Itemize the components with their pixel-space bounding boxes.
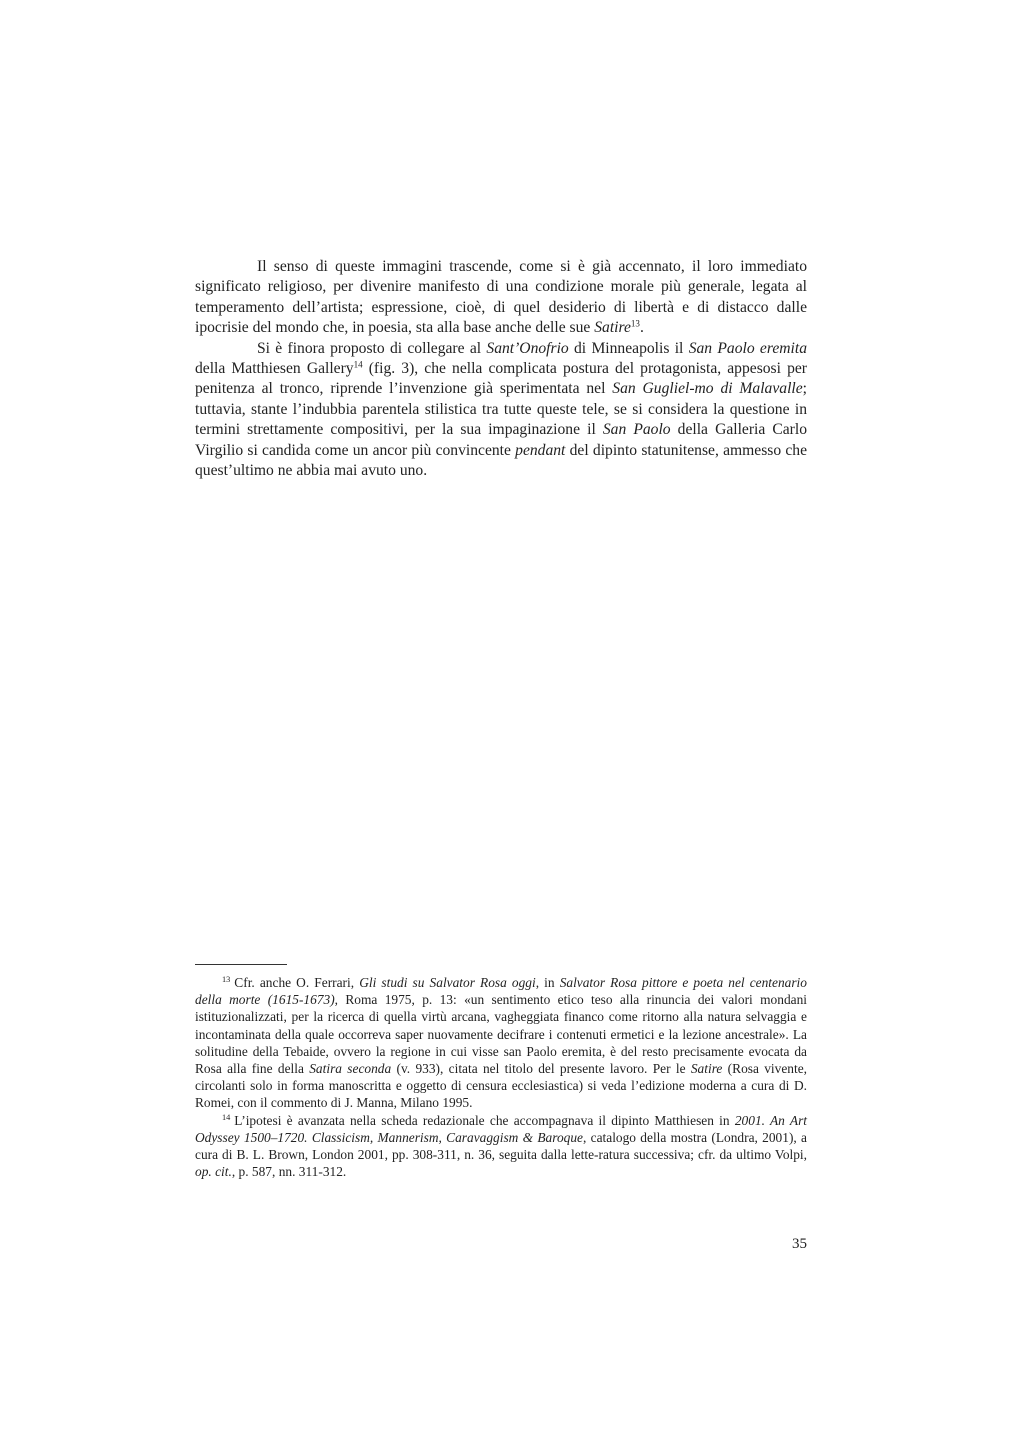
footnote-ref-13[interactable]: 13 (630, 318, 640, 329)
footnote-separator (195, 964, 287, 965)
footnote-13: $^{13}$ Cfr. anche O. Ferrari, Gli studi su Salvator Rosa oggi, in Salvator Rosa pittore e poeta nel centenario della morte (1615-1673), Roma 1975, p. 13: «un sentimento etico teso alla rinuncia dei valori mondani istituzionalizzati, per la ricerca di quella virtù arcana, vagheggiata financo come ritorno alla natura selvaggia e incontaminata della quale occorreva saper nuovamente decifrare i contenuti ermetici e la lezione ancestrale». La solitudine della Tebaide, ovvero la regione in cui visse san Paolo eremita, è del resto precisamente evocata da Rosa alla fine della Satira seconda (v. 933), citata nel titolo del presente lavoro. Per le Satire (Rosa vivente, circolanti solo in forma manoscritta e oggetto di censura ecclesiastica) si veda l’edizione moderna a cura di D. Romei, con il commento di J. Manna, Milano 1995. (195, 975, 807, 1111)
italic-san-paolo-eremita: San Paolo eremita (688, 339, 807, 357)
footnote-14: $^{14}$ L’ipotesi è avanzata nella scheda redazionale che accompagnava il dipinto Matthiesen in 2001. An Art Odyssey 1500–1720. Classicism, Mannerism, Caravaggism & Baroque, catalogo della mostra (Londra, 2001), a cura di B. L. Brown, London 2001, pp. 308-311, n. 36, seguita dalla lette-ratura successiva; cfr. da ultimo Volpi, op. cit., p. 587, nn. 311-312. (195, 1112, 808, 1180)
italic-sant-onofrio: Sant’Onofrio (486, 339, 569, 357)
paragraph-1: Il senso di queste immagini trascende, come si è già accennato, il loro immediato significato religioso, per divenire manifesto di una condizione morale più generale, legata al temperamento dell’artista; espressione, cioè, di quel desiderio di libertà e di distacco dalle ipocrisie del mondo che, in poesia, sta alla base anche delle sue Satire$^{13}$. (195, 258, 807, 337)
page-number: 35 (792, 1236, 807, 1252)
footnotes (195, 974, 807, 1180)
body-text (195, 257, 807, 481)
footnote-number-13: 13 (222, 975, 231, 985)
italic-title: Gli studi su Salvator Rosa oggi (359, 975, 536, 990)
italic-title: op. cit. (195, 1164, 232, 1180)
footnote-ref-14[interactable]: 14 (353, 359, 363, 370)
italic-san-guglielmo: San Gugliel-mo di Malavalle (612, 380, 803, 398)
italic-title: Salvator Rosa pittore e poeta nel centenario della morte (1615-1673) (195, 975, 807, 1008)
footnote-number-14: 14 (222, 1113, 231, 1123)
paragraph-2: Si è finora proposto di collegare al Sant’Onofrio di Minneapolis il San Paolo eremita della Matthiesen Gallery$^{14}$ (fig. 3), che nella complicata postura del protagonista, appesosi per penitenza al tronco, riprende l’invenzione già sperimentata nel San Gugliel-mo di Malavalle; tuttavia, stante l’indubbia parentela stilistica tra tutte queste tele, se si considera la questione in termini strettamente compositivi, per la sua impaginazione il San Paolo della Galleria Carlo Virgilio si candida come un ancor più convincente pendant del dipinto statunitense, ammesso che quest’ultimo ne abbia mai avuto uno. (195, 339, 808, 480)
italic-title: 2001. An Art Odyssey 1500–1720. Classicism, Mannerism, Caravaggism & Baroque (195, 1112, 808, 1145)
italic-san-paolo: San Paolo (602, 421, 671, 439)
italic-satire: Satire (594, 319, 631, 337)
italic-pendant: pendant (515, 441, 566, 459)
italic-title: Satira seconda (309, 1061, 392, 1077)
italic-title: Satire (690, 1061, 723, 1077)
